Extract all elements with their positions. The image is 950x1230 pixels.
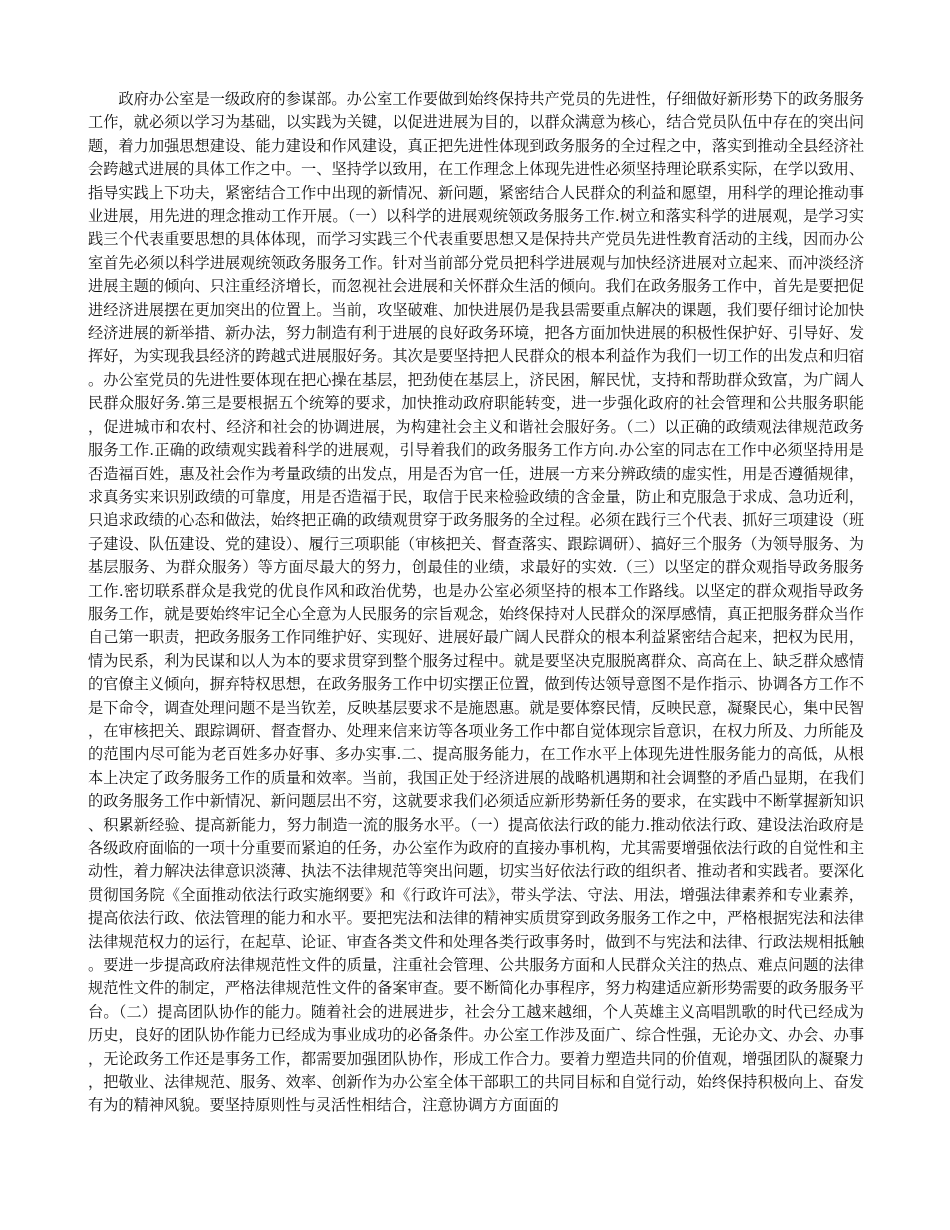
document-page — [88, 88, 864, 1118]
body-paragraph: 政府办公室是一级政府的参谋部。办公室工作要做到始终保持共产党员的先进性，仔细做好新形势下的政务服务工作，就必须以学习为基础，以实践为关键，以促进进展为目的，以群众满意为核心，结合党员队伍中存在的突出问题，着力加强思想建设、能力建设和作风建设，真正把先进性体现到政务服务的全过程之中，落实到推动全县经济社会跨越式进展的具体工作之中。一、坚持学以致用，在工作理念上体现先进性必须坚持理论联系实际，在学以致用、指导实践上下功夫，紧密结合工作中出现的新情况、新问题，紧密结合人民群众的利益和愿望，用科学的理论推动事业进展，用先进的理念推动工作开展。（一）以科学的进展观统领政务服务工作.树立和落实科学的进展观，是学习实践三个代表重要思想的具体体现，而学习实践三个代表重要思想又是保持共产党员先进性教育活动的主线，因而办公室首先必须以科学进展观统领政务服务工作。针对当前部分党员把科学进展观与加快经济进展对立起来、而冲淡经济进展主题的倾向、只注重经济增长，而忽视社会进展和关怀群众生活的倾向。我们在政务服务工作中，首先是要把促进经济进展摆在更加突出的位置上。当前，攻坚破难、加快进展仍是我县需要重点解决的课题，我们要仔细讨论加快经济进展的新举措、新办法，努力制造有利于进展的良好政务环境，把各方面加快进展的积极性保护好、引导好、发挥好，为实现我县经济的跨越式进展服好务。其次是要坚持把人民群众的根本利益作为我们一切工作的出发点和归宿。办公室党员的先进性要体现在把心操在基层，把劲使在基层上，济民困，解民忧，支持和帮助群众致富，为广阔人民群众服好务.第三是要根据五个统筹的要求，加快推动政府职能转变，进一步强化政府的社会管理和公共服务职能，促进城市和农村、经济和社会的协调进展，为构建社会主义和谐社会服好务。（二）以正确的政绩观法律规范政务服务工作.正确的政绩观实践着科学的进展观，引导着我们的政务服务工作方向.办公室的同志在工作中必须坚持用是否造福百姓，惠及社会作为考量政绩的出发点，用是否为官一任，进展一方来分辨政绩的虚实性，用是否遵循规律，求真务实来识别政绩的可靠度，用是否造福于民，取信于民来检验政绩的含金量，防止和克服急于求成、急功近利，只追求政绩的心态和做法，始终把正确的政绩观贯穿于政务服务的全过程。必须在践行三个代表、抓好三项建设（班子建设、队伍建设、党的建设）、履行三项职能（审核把关、督查落实、跟踪调研）、搞好三个服务（为领导服务、为基层服务、为群众服务）等方面尽最大的努力，创最佳的业绩，求最好的实效.（三）以坚定的群众观指导政务服务工作.密切联系群众是我党的优良作风和政治优势，也是办公室必须坚持的根本工作路线。以坚定的群众观指导政务服务工作，就是要始终牢记全心全意为人民服务的宗旨观念，始终保持对人民群众的深厚感情，真正把服务群众当作自己第一职责，把政务服务工作同维护好、实现好、进展好最广阔人民群众的根本利益紧密结合起来，把权为民用，情为民系，利为民谋和以人为本的要求贯穿到整个服务过程中。就是要坚决克服脱离群众、高高在上、缺乏群众感情的官僚主义倾向，摒弃特权思想，在政务服务工作中切实摆正位置，做到传达领导意图不是作指示、协调各方工作不是下命令，调查处理问题不是当钦差，反映基层要求不是施恩惠。就是要体察民情，反映民意，凝聚民心，集中民智，在审核把关、跟踪调研、督查督办、处理来信来访等各项业务工作中都自觉体现宗旨意识，在权力所及、力所能及的范围内尽可能为老百姓多办好事、多办实事.二、提高服务能力，在工作水平上体现先进性服务能力的高低，从根本上决定了政务服务工作的质量和效率。当前，我国正处于经济进展的战略机遇期和社会调整的矛盾凸显期，在我们的政务服务工作中新情况、新问题层出不穷，这就要求我们必须适应新形势新任务的要求，在实践中不断掌握新知识、积累新经验、提高新能力，努力制造一流的服务水平。（一）提高依法行政的能力.推动依法行政、建设法治政府是各级政府面临的一项十分重要而紧迫的任务，办公室作为政府的直接办事机构，尤其需要增强依法行政的自觉性和主动性，着力解决法律意识淡薄、执法不法律规范等突出问题，切实当好依法行政的组织者、推动者和实践者。要深化贯彻国务院《全面推动依法行政实施纲要》和《行政许可法》，带头学法、守法、用法，增强法律素养和专业素养，提高依法行政、依法管理的能力和水平。要把宪法和法律的精神实质贯穿到政务服务工作之中，严格根据宪法和法律法律规范权力的运行，在起草、论证、审查各类文件和处理各类行政事务时，做到不与宪法和法律、行政法规相抵触。要进一步提高政府法律规范性文件的质量，注重社会管理、公共服务方面和人民群众关注的热点、难点问题的法律规范性文件的制定，严格法律规范性文件的备案审查。要不断简化办事程序，努力构建适应新形势需要的政务服务平台。（二）提高团队协作的能力。随着社会的进展进步，社会分工越来越细，个人英雄主义高唱凯歌的时代已经成为历史，良好的团队协作能力已经成为事业成功的必备条件。办公室工作涉及面广、综合性强，无论办文、办会、办事，无论政务工作还是事务工作，都需要加强团队协作，形成工作合力。要着力塑造共同的价值观，增强团队的凝聚力，把敬业、法律规范、服务、效率、创新作为办公室全体干部职工的共同目标和自觉行动，始终保持积极向上、奋发有为的精神风貌。要坚持原则性与灵活性相结合，注意协调方方面面的 — [88, 90, 864, 1115]
